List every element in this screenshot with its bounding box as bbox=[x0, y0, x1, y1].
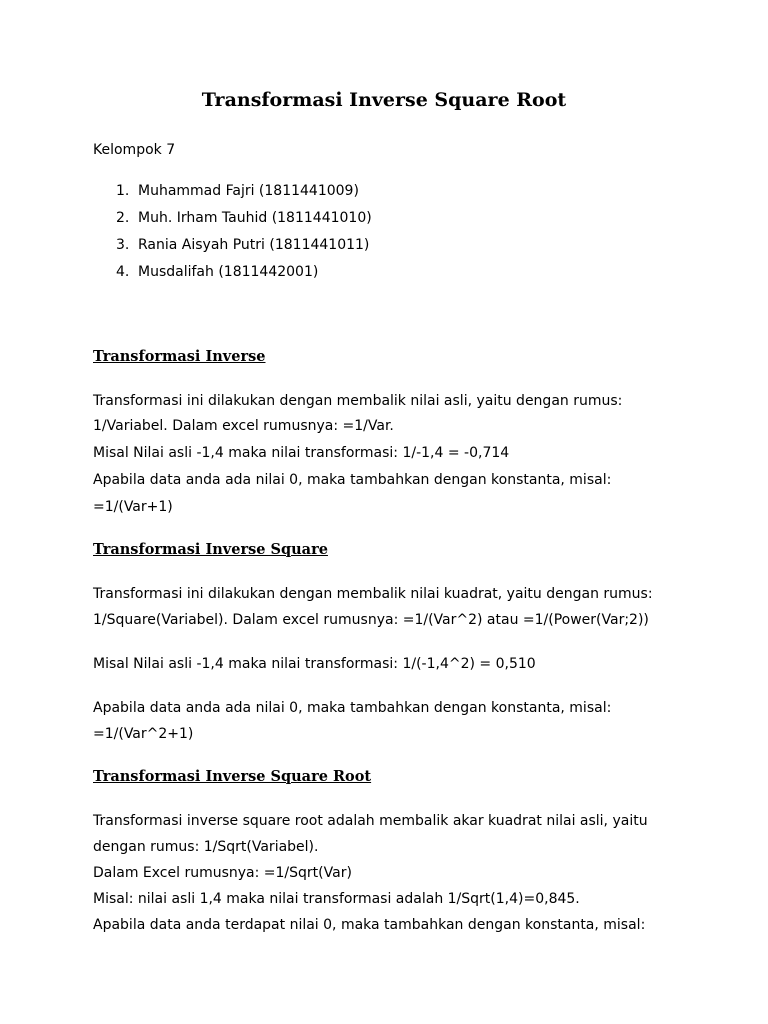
group-label: Kelompok 7 bbox=[93, 142, 176, 158]
list-number: 1. bbox=[116, 183, 130, 199]
paragraph-line: =1/(Var^2+1) bbox=[93, 726, 194, 742]
list-number: 4. bbox=[116, 264, 130, 280]
list-number: 3. bbox=[116, 237, 130, 253]
paragraph-line: Misal: nilai asli 1,4 maka nilai transformasi adalah 1/Sqrt(1,4)=0,845. bbox=[93, 891, 580, 907]
section-heading: Transformasi Inverse Square bbox=[93, 541, 328, 558]
paragraph-line: Misal Nilai asli -1,4 maka nilai transformasi: 1/-1,4 = -0,714 bbox=[93, 445, 510, 461]
list-item bbox=[116, 181, 372, 208]
paragraph-line: =1/(Var+1) bbox=[93, 499, 173, 515]
list-item bbox=[116, 235, 372, 262]
member-name: Musdalifah (1811442001) bbox=[138, 264, 319, 280]
paragraph-line: Apabila data anda ada nilai 0, maka tambahkan dengan konstanta, misal: bbox=[93, 472, 612, 488]
section-heading: Transformasi Inverse Square Root bbox=[93, 768, 372, 785]
list-item bbox=[116, 262, 372, 289]
paragraph-line: Transformasi inverse square root adalah membalik akar kuadrat nilai asli, yaitu bbox=[93, 813, 648, 829]
paragraph-line: Apabila data anda terdapat nilai 0, maka tambahkan dengan konstanta, misal: bbox=[93, 917, 646, 933]
paragraph-line: 1/Variabel. Dalam excel rumusnya: =1/Var. bbox=[93, 418, 394, 434]
section-heading: Transformasi Inverse bbox=[93, 348, 266, 365]
paragraph-line: dengan rumus: 1/Sqrt(Variabel). bbox=[93, 839, 319, 855]
member-list bbox=[116, 181, 372, 289]
list-item bbox=[116, 208, 372, 235]
member-name: Muhammad Fajri (1811441009) bbox=[138, 183, 359, 199]
member-name: Rania Aisyah Putri (1811441011) bbox=[138, 237, 370, 253]
paragraph-line: Dalam Excel rumusnya: =1/Sqrt(Var) bbox=[93, 865, 352, 881]
member-name: Muh. Irham Tauhid (1811441010) bbox=[138, 210, 372, 226]
page-title: Transformasi Inverse Square Root bbox=[201, 89, 567, 111]
paragraph-line: Apabila data anda ada nilai 0, maka tambahkan dengan konstanta, misal: bbox=[93, 700, 612, 716]
list-number: 2. bbox=[116, 210, 130, 226]
paragraph-line: Transformasi ini dilakukan dengan membalik nilai asli, yaitu dengan rumus: bbox=[93, 393, 623, 409]
paragraph-line: Transformasi ini dilakukan dengan membalik nilai kuadrat, yaitu dengan rumus: bbox=[93, 586, 653, 602]
paragraph-line: 1/Square(Variabel). Dalam excel rumusnya: =1/(Var^2) atau =1/(Power(Var;2)) bbox=[93, 612, 649, 628]
paragraph-line: Misal Nilai asli -1,4 maka nilai transformasi: 1/(-1,4^2) = 0,510 bbox=[93, 656, 536, 672]
